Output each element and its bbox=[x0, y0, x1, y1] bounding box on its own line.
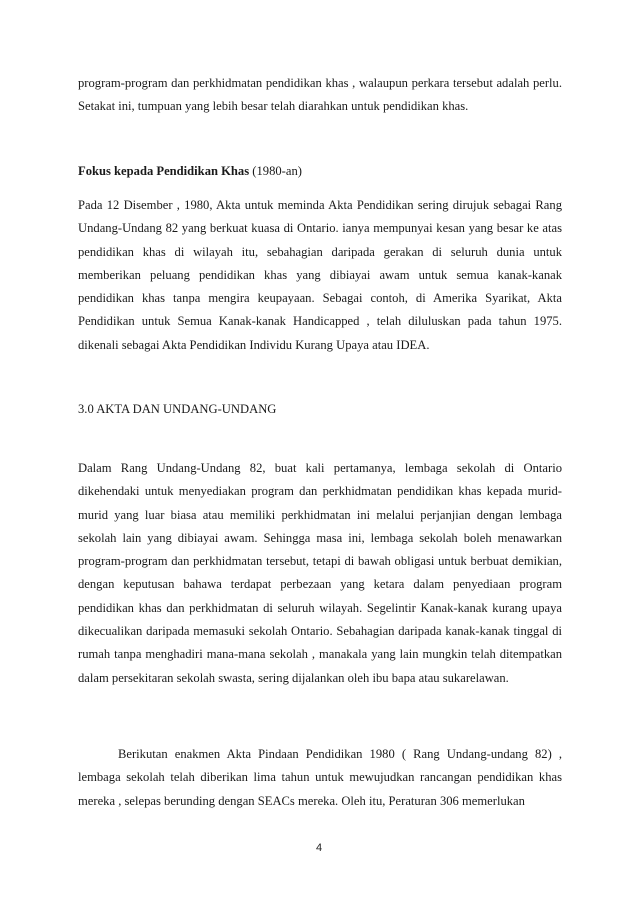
section-heading: 3.0 AKTA DAN UNDANG-UNDANG bbox=[78, 402, 277, 416]
paragraph-intro: program-program dan perkhidmatan pendidikan khas , walaupun perkara tersebut adalah perlu. Setakat ini, tumpuan yang lebih besar telah diarahkan untuk pendidikan khas. bbox=[78, 76, 562, 114]
heading-focus-rest: (1980-an) bbox=[249, 164, 302, 178]
page-number: 4 bbox=[315, 842, 323, 854]
paragraph-amendment: Berikutan enakmen Akta Pindaan Pendidikan 1980 ( Rang Undang-undang 82) , lembaga sekolah telah diberikan lima tahun untuk mewujudkan rancangan pendidikan khas mereka , selepas berunding dengan SEACs mereka. Oleh itu, Peraturan 306 memerlukan bbox=[78, 747, 562, 808]
heading-focus bbox=[78, 160, 562, 183]
heading-focus-bold: Fokus kepada Pendidikan Khas bbox=[78, 164, 250, 178]
paragraph-focus: Pada 12 Disember , 1980, Akta untuk meminda Akta Pendidikan sering dirujuk sebagai Rang Undang-Undang 82 yang berkuat kuasa di Ontario. ianya mempunyai kesan yang besar ke atas pendidikan khas di wilayah itu, sebahagian daripada gerakan di seluruh dunia untuk memberikan peluang pendidikan khas yang dibiayai awam untuk semua kanak-kanak pendidikan khas tanpa mengira keupayaan. Sebagai contoh, di Amerika Syarikat, Akta Pendidikan untuk Semua Kanak-kanak Handicapped , telah diluluskan pada tahun 1975. dikenali sebagai Akta Pendidikan Individu Kurang Upaya atau IDEA. bbox=[78, 198, 562, 352]
paragraph-law: Dalam Rang Undang-Undang 82, buat kali pertamanya, lembaga sekolah di Ontario dikehendaki untuk menyediakan program dan perkhidmatan pendidikan khas kepada murid-murid yang luar biasa atau memiliki perkhidmatan ini melalui perjanjian dengan lembaga sekolah lain yang dibiayai awam. Sehingga masa ini, lembaga sekolah boleh menawarkan program-program dan perkhidmatan tersebut, tetapi di bawah obligasi untuk berbuat demikian, dengan keputusan bahawa terdapat perbezaan yang ketara dalam penyediaan program pendidikan khas dan perkhidmatan di seluruh wilayah. Segelintir Kanak-kanak kurang upaya dikecualikan daripada memasuki sekolah Ontario. Sebahagian daripada kanak-kanak tinggal di rumah tanpa menghadiri mana-mana sekolah , manakala yang lain mungkin telah ditempatkan dalam persekitaran sekolah swasta, sering dijalankan oleh ibu bapa atau sukarelawan. bbox=[78, 461, 562, 685]
